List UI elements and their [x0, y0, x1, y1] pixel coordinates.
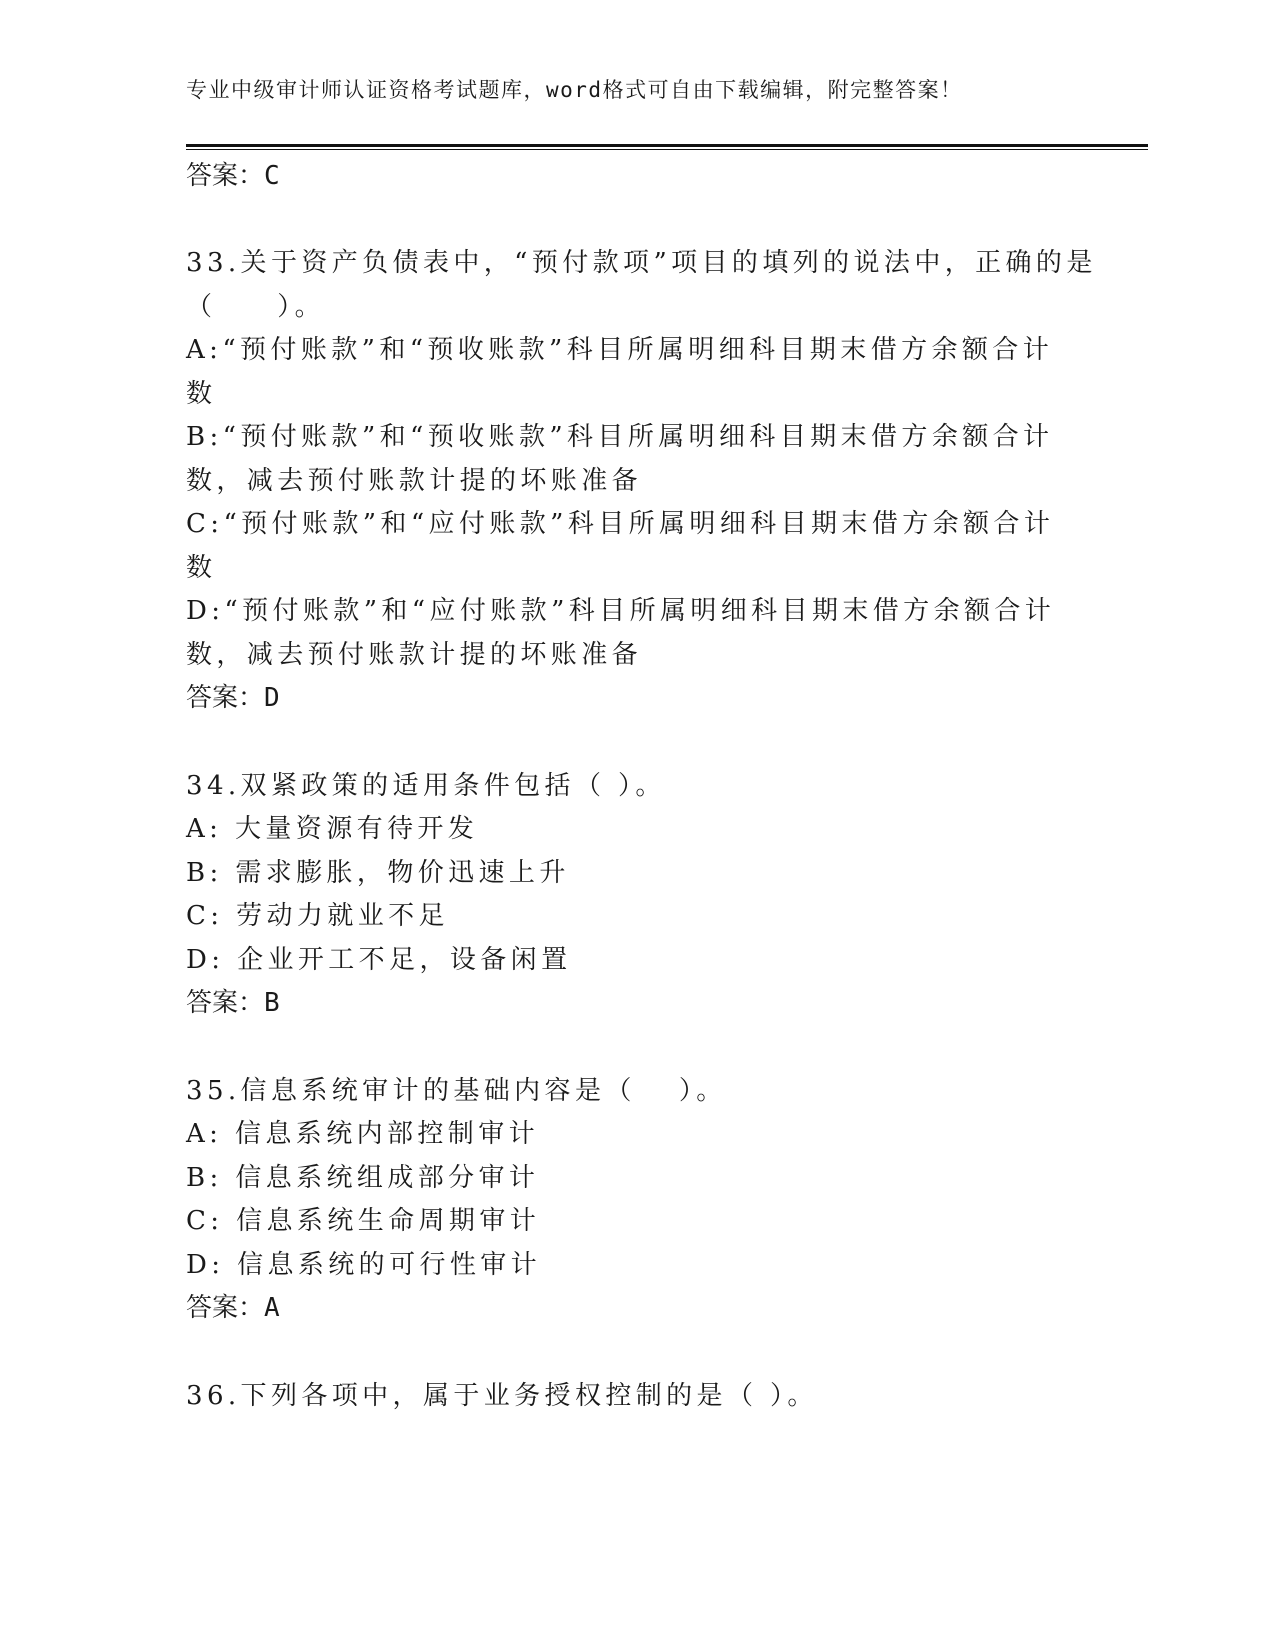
answer-label: 答案： — [186, 1293, 265, 1323]
answer-value: C — [264, 161, 280, 191]
question-35-option-d: D: 信息系统的可行性审计 — [186, 1250, 542, 1280]
question-36-title: 36.下列各项中，属于业务授权控制的是（ ）。 — [186, 1381, 818, 1411]
header-rule-thin — [186, 149, 1148, 150]
answer-label: 答案： — [186, 161, 265, 191]
question-33-option-a: A:“预付账款”和“预收账款”科目所属明细科目期末借方余额合计 — [186, 335, 1054, 365]
header-rule-thick — [186, 144, 1148, 147]
question-33-title-cont: （ ）。 — [186, 292, 326, 322]
question-33-option-b-cont: 数，减去预付账款计提的坏账准备 — [186, 466, 643, 496]
question-33-option-d: D:“预付账款”和“应付账款”科目所属明细科目期末借方余额合计 — [186, 596, 1056, 626]
question-33-answer — [186, 677, 280, 714]
question-34-option-a: A: 大量资源有待开发 — [186, 814, 479, 844]
question-35-option-c: C: 信息系统生命周期审计 — [186, 1206, 541, 1236]
answer-value: A — [264, 1293, 280, 1323]
question-33-option-c-cont: 数 — [186, 553, 217, 583]
answer-prev — [186, 155, 280, 192]
answer-value: B — [264, 988, 280, 1018]
question-33-title: 33.关于资产负债表中，“预付款项”项目的填列的说法中，正确的是 — [186, 248, 1097, 278]
question-35-option-b: B: 信息系统组成部分审计 — [186, 1163, 540, 1193]
question-34-option-d: D: 企业开工不足，设备闲置 — [186, 945, 572, 975]
question-35-option-a: A: 信息系统内部控制审计 — [186, 1119, 540, 1149]
question-34-option-c: C: 劳动力就业不足 — [186, 901, 449, 931]
question-33-option-a-cont: 数 — [186, 379, 217, 409]
question-33-option-d-cont: 数，减去预付账款计提的坏账准备 — [186, 640, 643, 670]
question-34-title: 34.双紧政策的适用条件包括（ ）。 — [186, 771, 666, 801]
question-34-option-b: B: 需求膨胀，物价迅速上升 — [186, 858, 570, 888]
question-35-answer — [186, 1287, 280, 1324]
question-33-option-b: B:“预付账款”和“预收账款”科目所属明细科目期末借方余额合计 — [186, 422, 1054, 452]
answer-label: 答案： — [186, 683, 265, 713]
question-33-option-c: C:“预付账款”和“应付账款”科目所属明细科目期末借方余额合计 — [186, 509, 1055, 539]
question-34-answer — [186, 982, 280, 1019]
page-header: 专业中级审计师认证资格考试题库，word格式可自由下载编辑，附完整答案！ — [186, 78, 963, 102]
answer-label: 答案： — [186, 988, 265, 1018]
question-35-title: 35.信息系统审计的基础内容是（ ）。 — [186, 1076, 727, 1106]
answer-value: D — [264, 683, 280, 713]
